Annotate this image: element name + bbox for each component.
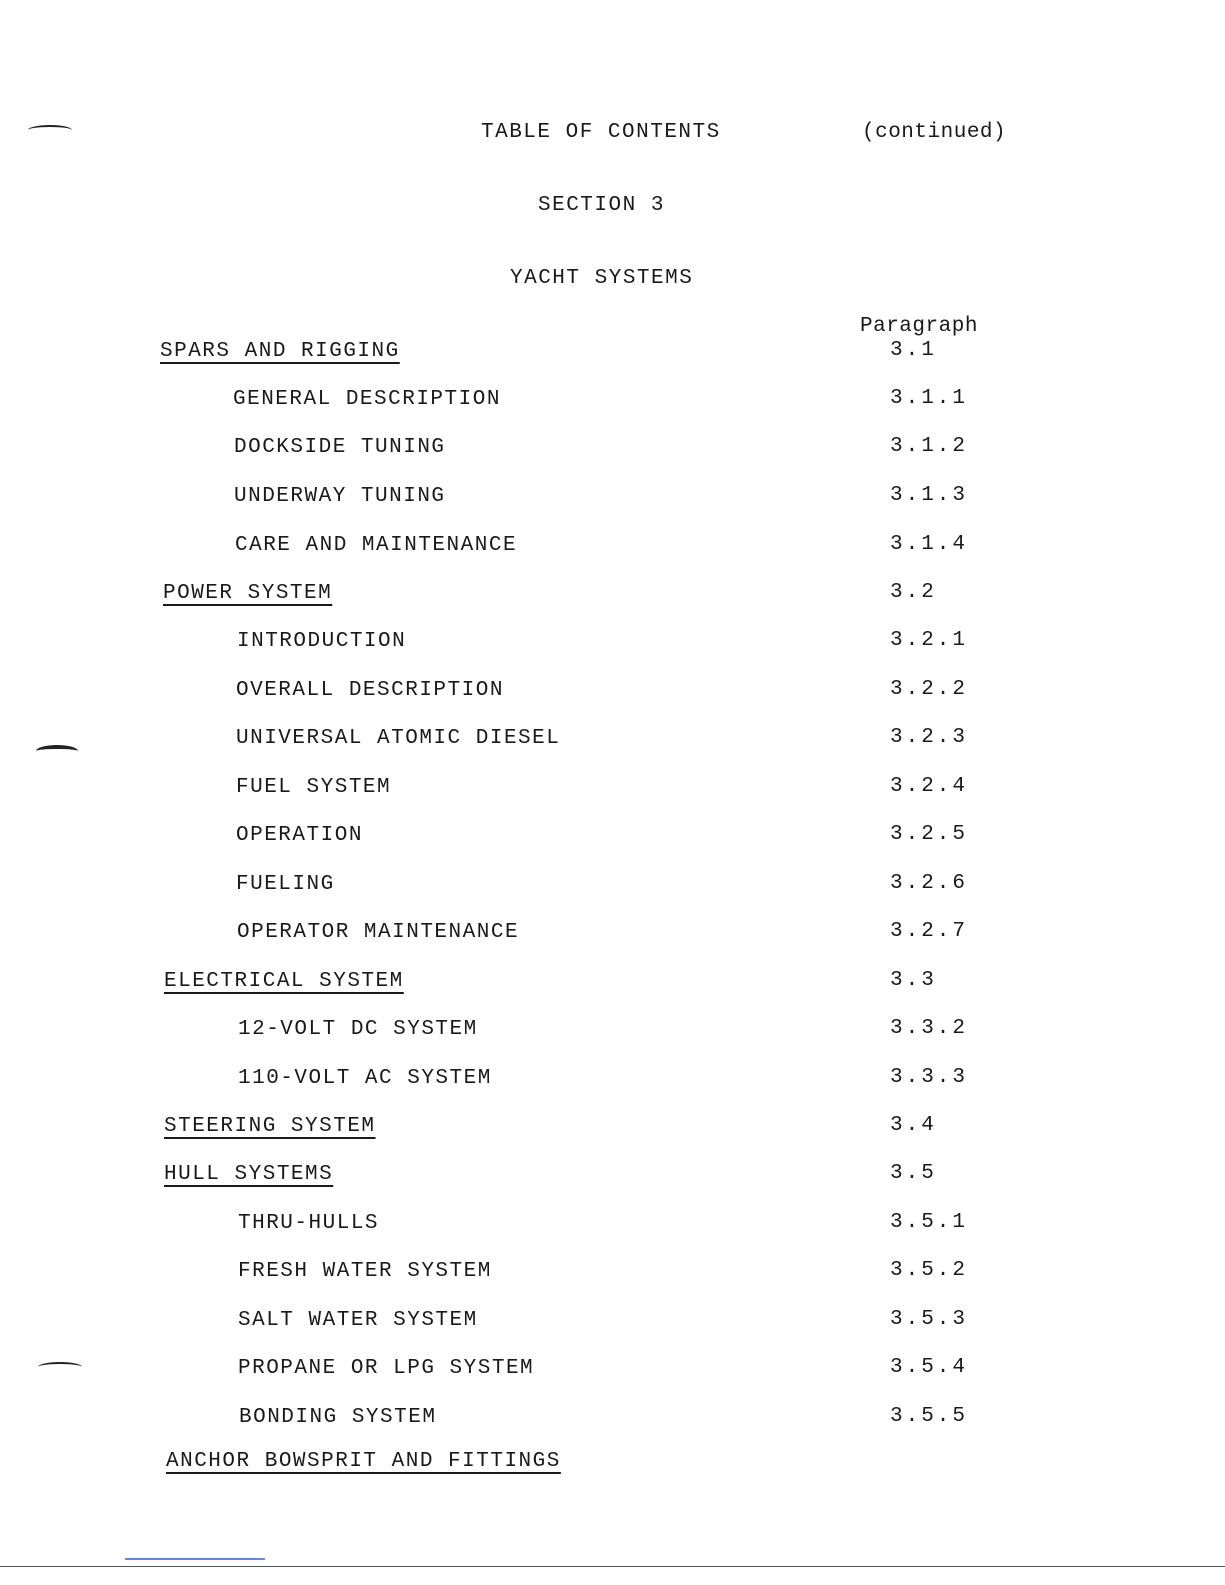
toc-heading: ANCHOR BOWSPRIT AND FITTINGS	[166, 1450, 561, 1473]
paragraph-number: 3.5	[890, 1162, 937, 1185]
paragraph-number: 3.2	[890, 581, 937, 604]
paragraph-column-header: Paragraph	[860, 315, 978, 338]
scan-mark-middle	[36, 745, 78, 757]
toc-subentry: 110-VOLT AC SYSTEM	[238, 1067, 492, 1090]
toc-subentry: BONDING SYSTEM	[239, 1406, 437, 1429]
toc-subentry: SALT WATER SYSTEM	[238, 1309, 478, 1332]
paragraph-number: 3.1.2	[890, 435, 969, 458]
paragraph-number: 3.3.2	[890, 1017, 969, 1040]
paragraph-number: 3.2.5	[890, 823, 969, 846]
section-subtitle: YACHT SYSTEMS	[510, 267, 694, 290]
scan-mark-top	[28, 125, 72, 135]
paragraph-number: 3.2.7	[890, 920, 969, 943]
paragraph-number: 3.3	[890, 969, 937, 992]
toc-subentry: UNIVERSAL ATOMIC DIESEL	[236, 727, 561, 750]
toc-heading: SPARS AND RIGGING	[160, 340, 400, 363]
paragraph-number: 3.3.3	[890, 1066, 969, 1089]
toc-subentry: GENERAL DESCRIPTION	[233, 388, 501, 411]
paragraph-number: 3.1	[890, 339, 937, 362]
paragraph-number: 3.2.6	[890, 872, 969, 895]
paragraph-number: 3.5.5	[890, 1405, 969, 1428]
section-label: SECTION 3	[538, 194, 665, 217]
paragraph-number: 3.2.3	[890, 726, 969, 749]
paragraph-number: 3.5.2	[890, 1259, 969, 1282]
toc-subentry: FUELING	[236, 873, 335, 896]
toc-subentry: UNDERWAY TUNING	[234, 485, 446, 508]
paragraph-number: 3.1.4	[890, 533, 969, 556]
toc-subentry: CARE AND MAINTENANCE	[235, 534, 518, 557]
scan-mark-bottom	[38, 1362, 82, 1372]
toc-heading: ELECTRICAL SYSTEM	[164, 970, 404, 993]
toc-subentry: THRU-HULLS	[238, 1212, 380, 1235]
toc-subentry: FUEL SYSTEM	[236, 776, 392, 799]
paragraph-number: 3.1.1	[890, 387, 969, 410]
toc-heading: POWER SYSTEM	[163, 582, 333, 605]
paragraph-number: 3.1.3	[890, 484, 969, 507]
toc-heading: STEERING SYSTEM	[164, 1115, 376, 1138]
toc-subentry: PROPANE OR LPG SYSTEM	[238, 1357, 535, 1380]
toc-subentry: 12-VOLT DC SYSTEM	[238, 1018, 478, 1041]
paragraph-number: 3.5.1	[890, 1211, 969, 1234]
continued-label: (continued)	[862, 121, 1007, 144]
toc-subentry: OVERALL DESCRIPTION	[236, 679, 504, 702]
toc-subentry: DOCKSIDE TUNING	[234, 436, 446, 459]
toc-subentry: INTRODUCTION	[237, 630, 407, 653]
toc-subentry: FRESH WATER SYSTEM	[238, 1260, 492, 1283]
paragraph-number: 3.4	[890, 1114, 937, 1137]
paragraph-number: 3.2.2	[890, 678, 969, 701]
paragraph-number: 3.5.3	[890, 1308, 969, 1331]
toc-subentry: OPERATOR MAINTENANCE	[237, 921, 520, 944]
scan-blue-line	[125, 1558, 265, 1560]
paragraph-number: 3.5.4	[890, 1356, 969, 1379]
page-bottom-edge	[0, 1566, 1225, 1567]
document-title: TABLE OF CONTENTS	[481, 121, 721, 144]
paragraph-number: 3.2.1	[890, 629, 969, 652]
paragraph-number: 3.2.4	[890, 775, 969, 798]
toc-subentry: OPERATION	[236, 824, 363, 847]
toc-heading: HULL SYSTEMS	[164, 1163, 334, 1186]
